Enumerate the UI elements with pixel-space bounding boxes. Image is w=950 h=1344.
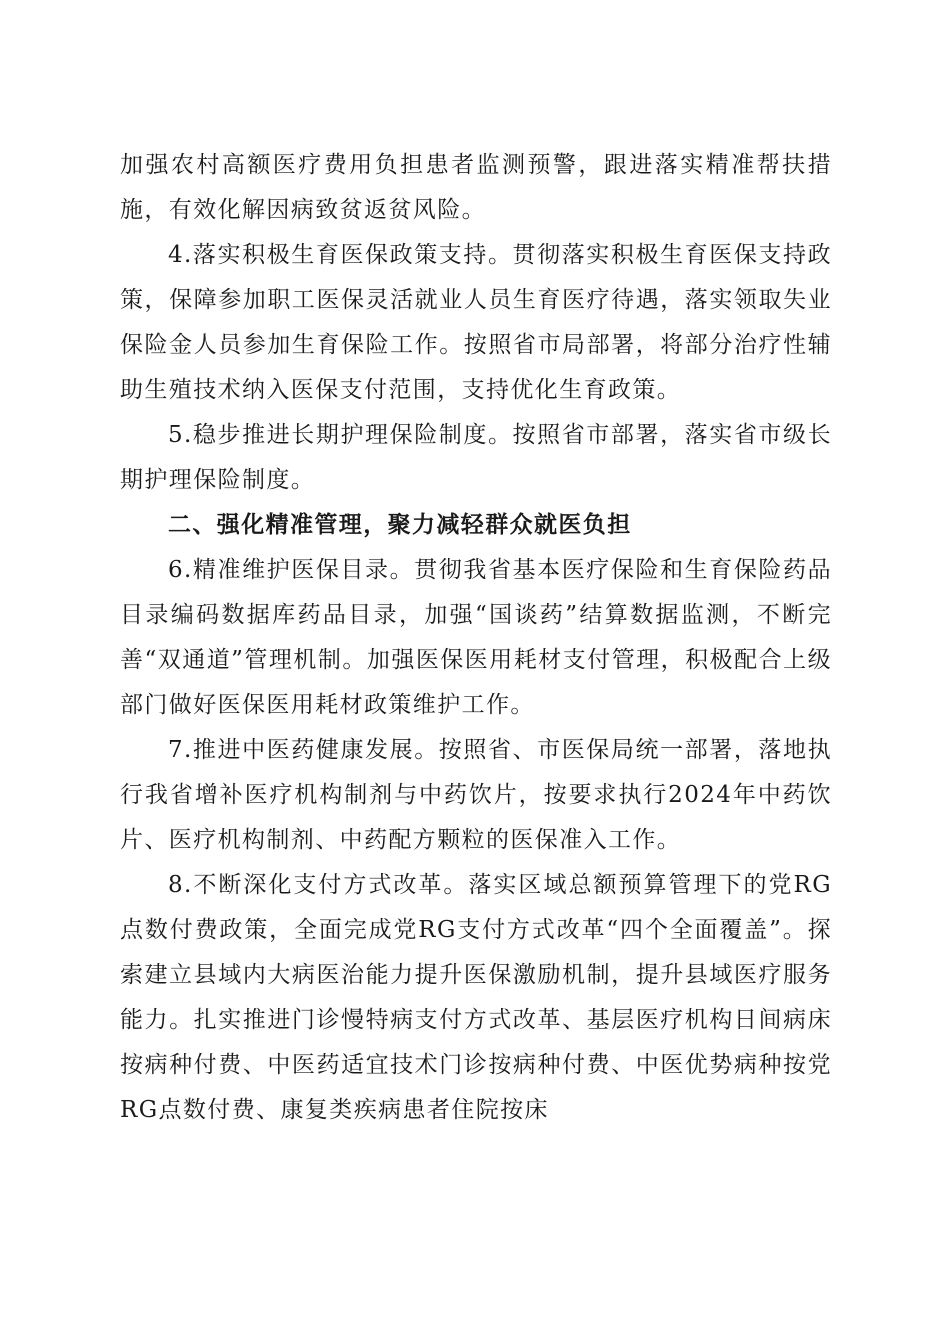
paragraph-item-4: 4.落实积极生育医保政策支持。贯彻落实积极生育医保支持政策，保障参加职工医保灵活就业人员生育医疗待遇，落实领取失业保险金人员参加生育保险工作。按照省市局部署，将部分治疗性辅助生殖技术纳入医保支付范围，支持优化生育政策。 [120, 242, 832, 403]
section-heading: 二、强化精准管理，聚力减轻群众就医负担 [168, 512, 632, 538]
paragraph-item-7: 7.推进中医药健康发展。按照省、市医保局统一部署，落地执行我省增补医疗机构制剂与中药饮片，按要求执行2024年中药饮片、医疗机构制剂、中药配方颗粒的医保准入工作。 [120, 737, 832, 853]
paragraph-item-6: 6.精准维护医保目录。贯彻我省基本医疗保险和生育保险药品目录编码数据库药品目录，加强“国谈药”结算数据监测，不断完善“双通道”管理机制。加强医保医用耗材支付管理，积极配合上级部门做好医保医用耗材政策维护工作。 [120, 557, 832, 718]
paragraph-item-5: 5.稳步推进长期护理保险制度。按照省市部署，落实省市级长期护理保险制度。 [120, 422, 832, 493]
paragraph-item-8: 8.不断深化支付方式改革。落实区域总额预算管理下的党RG点数付费政策，全面完成党RG支付方式改革“四个全面覆盖”。探索建立县域内大病医治能力提升医保激励机制，提升县域医疗服务能力。扎实推进门诊慢特病支付方式改革、基层医疗机构日间病床按病种付费、中医药适宜技术门诊按病种付费、中医优势病种按党RG点数付费、康复类疾病患者住院按床 [120, 872, 832, 1123]
document-body [120, 143, 832, 1133]
paragraph-continuation: 加强农村高额医疗费用负担患者监测预警，跟进落实精准帮扶措施，有效化解因病致贫返贫风险。 [120, 152, 832, 223]
